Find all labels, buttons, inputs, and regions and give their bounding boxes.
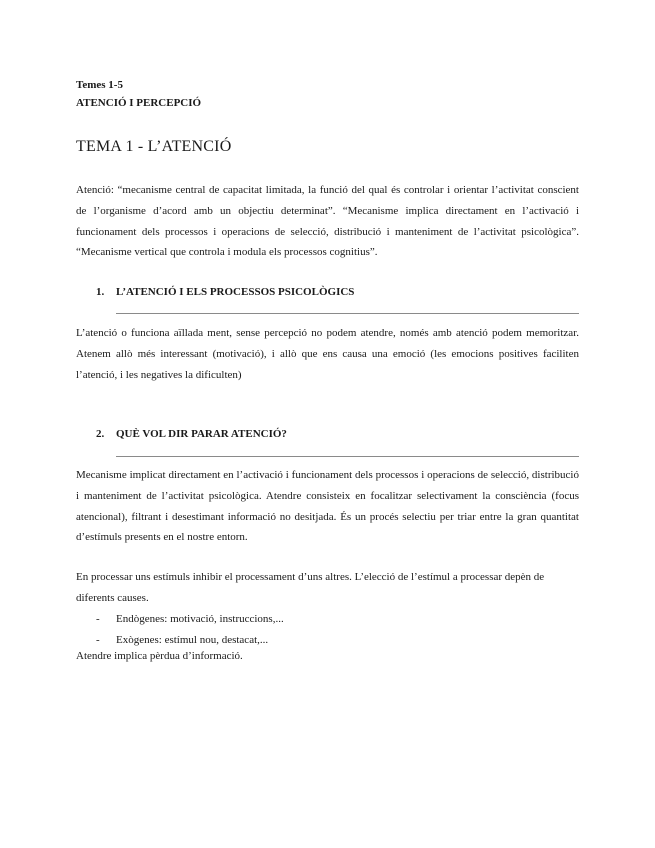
- section-1-paragraph: L’atenció o funciona aïllada ment, sense percepció no podem atendre, només amb atenció podem memoritzar. Atenem allò més interessant (motivació), i allò que ens causa una emoció (les emocions positives faciliten l’atenció, i les negatives la dificulten): [76, 327, 579, 381]
- section-title-1: L’ATENCIÓ I ELS PROCESSOS PSICOLÒGICS: [116, 286, 355, 298]
- section-2-paragraph-2: En processar uns estímuls inhibir el processament d’uns altres. L’elecció de l’estímul a processar depèn de diferents causes.: [76, 571, 545, 604]
- bullet-dash: -: [96, 633, 100, 646]
- intro-paragraph: Atenció: “mecanisme central de capacitat limitada, la funció del qual és controlar i orientar l’activitat conscient de l’organisme d’acord amb un objectiu determinat”. “Mecanisme implica directament en l’activació i funcionament dels processos i operacions de selecció, distribució i manteniment de l’activitat psicològica”. “Mecanisme vertical que controla i modula els processos cognitius”.: [76, 184, 579, 259]
- section-number-2: 2.: [96, 428, 105, 440]
- section-title-2: QUÈ VOL DIR PARAR ATENCIÓ?: [116, 428, 287, 440]
- document-title: ATENCIÓ I PERCEPCIÓ: [76, 97, 202, 109]
- section-divider-1: [116, 313, 579, 314]
- causes-list: [96, 609, 284, 650]
- section-number-1: 1.: [96, 286, 105, 298]
- section-heading-1: [96, 286, 354, 299]
- section-divider-2: [116, 456, 579, 457]
- list-item-text: Endògenes: motivació, instruccions,...: [116, 613, 284, 625]
- list-item-text: Exògenes: estímul nou, destacat,...: [116, 633, 269, 646]
- closing-paragraph: Atendre implica pèrdua d’informació.: [76, 650, 243, 662]
- list-item: [96, 609, 284, 630]
- bullet-dash: -: [96, 613, 100, 625]
- tema-title: TEMA 1 - L’ATENCIÓ: [76, 138, 232, 155]
- section-heading-2: [96, 428, 287, 441]
- list-item: [96, 630, 284, 651]
- section-2-paragraph-1: Mecanisme implicat directament en l’activació i funcionament dels processos i operacions de selecció, distribució i manteniment de l’activitat psicològica. Atendre consisteix en focalitzar selectivament la consciència (focus atencional), filtrant i desestimant informació no desitjada. És un procés selectiu per triar entre la gran quantitat d’estímuls presents en el nostre entorn.: [76, 469, 579, 544]
- document-subtitle: Temes 1-5: [76, 79, 123, 91]
